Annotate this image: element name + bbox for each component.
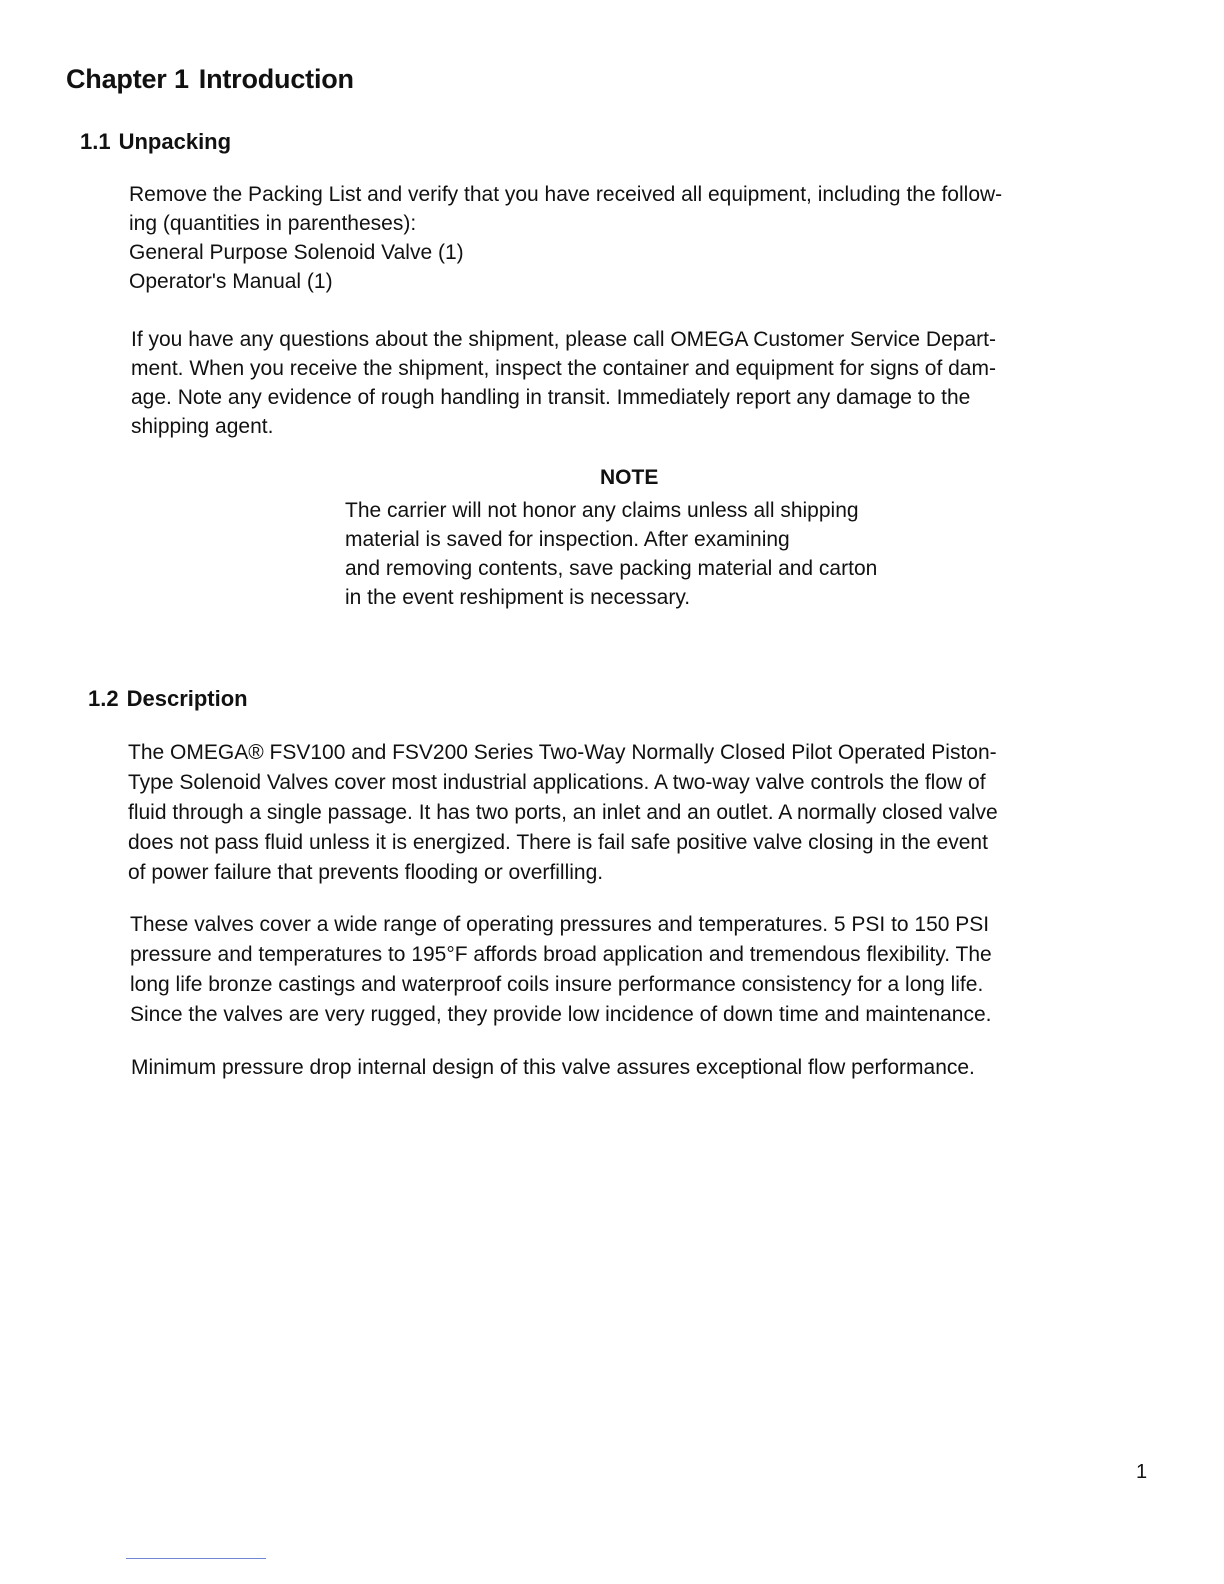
note-body bbox=[345, 496, 965, 612]
text-line: does not pass fluid unless it is energized. There is fail safe positive valve closing in the event bbox=[128, 831, 988, 854]
text-line: Remove the Packing List and verify that you have received all equipment, including the follow- bbox=[129, 183, 1003, 206]
footer-rule bbox=[126, 1558, 266, 1559]
text-line: These valves cover a wide range of operating pressures and temperatures. 5 PSI to 150 PSI bbox=[130, 913, 990, 936]
description-paragraph-1 bbox=[128, 738, 1128, 888]
section-heading-unpacking bbox=[80, 129, 231, 155]
text-line: General Purpose Solenoid Valve (1) bbox=[129, 241, 464, 264]
section-number: 1.1 bbox=[80, 129, 111, 154]
description-paragraph-3 bbox=[131, 1053, 1131, 1082]
text-line: age. Note any evidence of rough handling in transit. Immediately report any damage to the bbox=[131, 386, 971, 409]
text-line: Minimum pressure drop internal design of this valve assures exceptional flow performance. bbox=[131, 1056, 975, 1079]
page-number: 1 bbox=[1136, 1461, 1148, 1483]
text-line: of power failure that prevents flooding or overfilling. bbox=[128, 861, 604, 884]
text-line: Since the valves are very rugged, they provide low incidence of down time and maintenance. bbox=[130, 1003, 992, 1026]
section-title: Unpacking bbox=[118, 129, 232, 154]
text-line: Operator's Manual (1) bbox=[129, 270, 333, 293]
section-number: 1.2 bbox=[88, 686, 119, 711]
text-line: material is saved for inspection. After examining bbox=[345, 528, 790, 551]
text-line: ment. When you receive the shipment, inspect the container and equipment for signs of dam- bbox=[131, 357, 996, 380]
text-line: The carrier will not honor any claims unless all shipping bbox=[345, 499, 859, 522]
chapter-name: Introduction bbox=[198, 64, 354, 94]
text-line: and removing contents, save packing material and carton bbox=[345, 557, 878, 580]
text-line: fluid through a single passage. It has two ports, an inlet and an outlet. A normally closed valve bbox=[128, 801, 998, 824]
unpacking-intro-paragraph bbox=[129, 180, 1129, 296]
note-title: NOTE bbox=[600, 466, 659, 489]
text-line: The OMEGA® FSV100 and FSV200 Series Two-Way Normally Closed Pilot Operated Piston- bbox=[128, 741, 997, 764]
unpacking-shipment-paragraph bbox=[131, 325, 1131, 441]
chapter-title bbox=[66, 64, 354, 95]
text-line: in the event reshipment is necessary. bbox=[345, 586, 691, 609]
text-line: pressure and temperatures to 195°F affords broad application and tremendous flexibility. The bbox=[130, 943, 992, 966]
text-line: shipping agent. bbox=[131, 415, 274, 438]
description-paragraph-2 bbox=[130, 910, 1130, 1030]
text-line: Type Solenoid Valves cover most industrial applications. A two-way valve controls the flow of bbox=[128, 771, 986, 794]
section-heading-description bbox=[88, 686, 248, 712]
chapter-number: 1 bbox=[173, 64, 189, 94]
chapter-label: Chapter bbox=[66, 64, 167, 94]
text-line: long life bronze castings and waterproof coils insure performance consistency for a long life. bbox=[130, 973, 984, 996]
section-title: Description bbox=[126, 686, 248, 711]
text-line: ing (quantities in parentheses): bbox=[129, 212, 417, 235]
text-line: If you have any questions about the shipment, please call OMEGA Customer Service Depart- bbox=[131, 328, 996, 351]
